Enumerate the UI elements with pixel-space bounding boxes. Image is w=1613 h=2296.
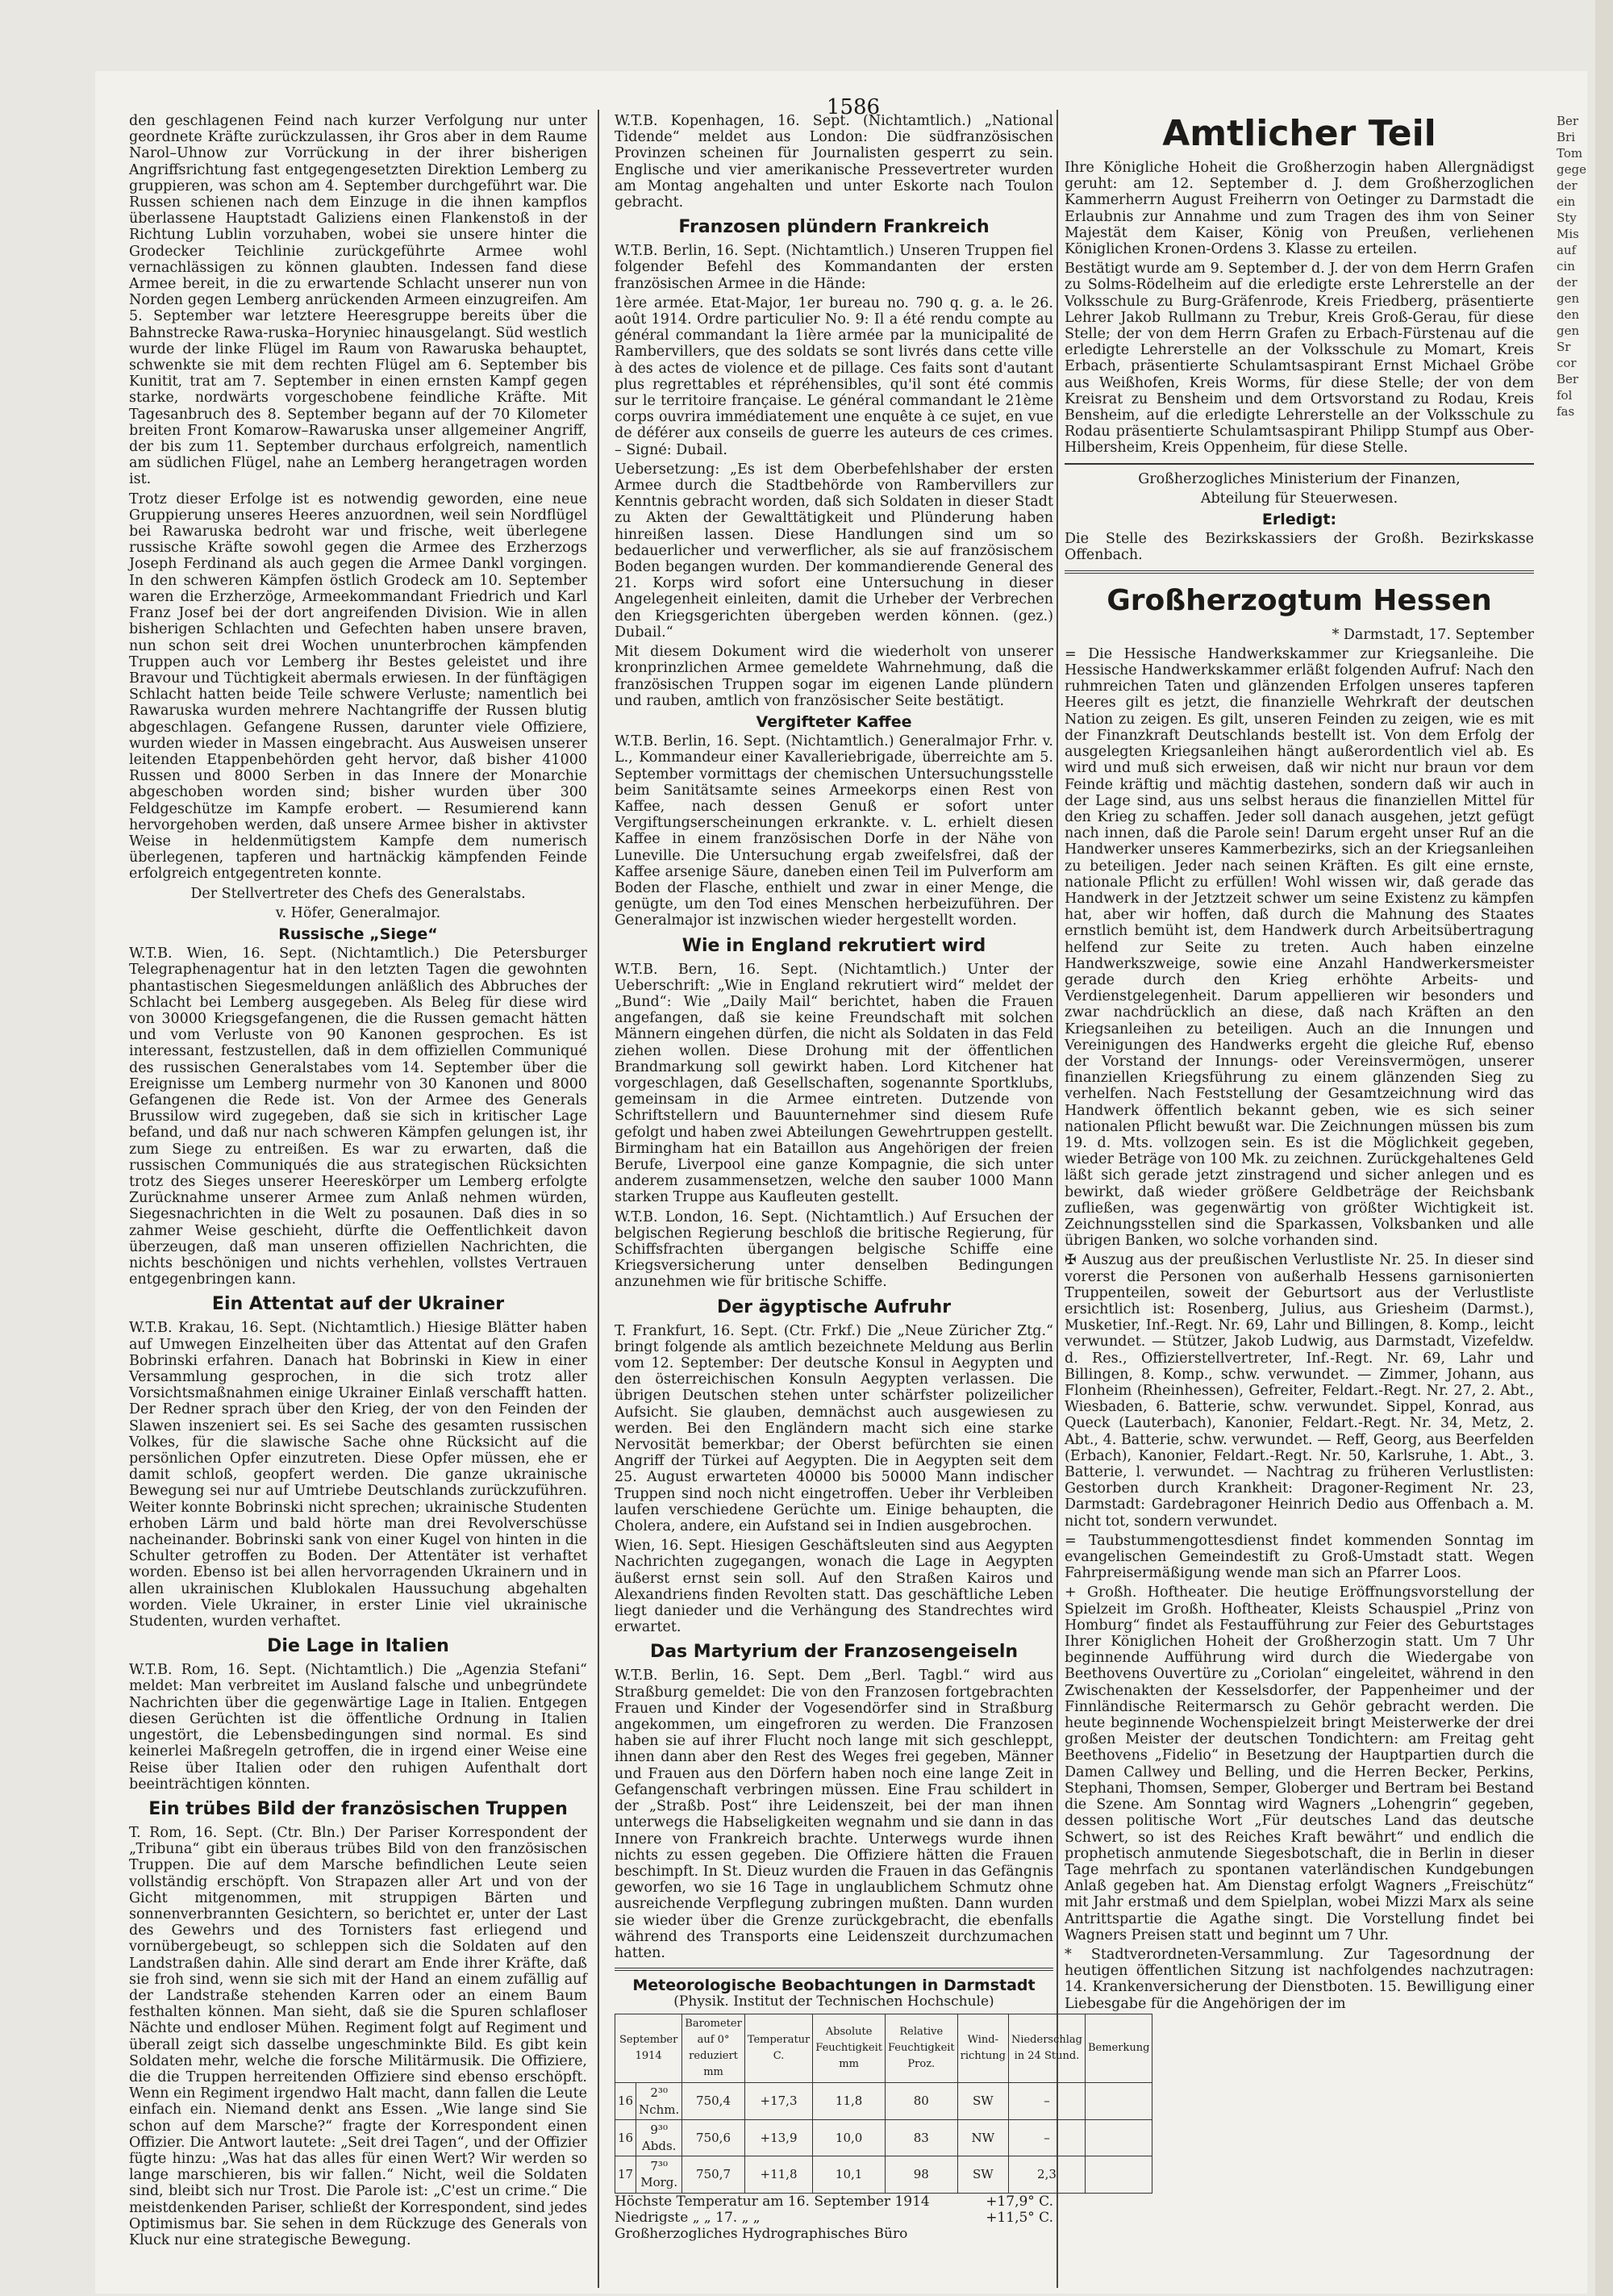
dateline: * Darmstadt, 17. September bbox=[1332, 626, 1534, 643]
table-row bbox=[615, 2156, 1152, 2193]
table-cell: 16 bbox=[615, 2083, 636, 2119]
article-paragraph: Uebersetzung: „Es ist dem Oberbefehlshaber der ersten Armee durch die Stadtbehörde von Rambervillers zur Kenntnis gebracht worden, daß sich Soldaten in dieser Stadt zu Akten der Gewalttätigkeit und Plünderung haben hinreißen lassen. Diese Handlungen sind um so bedauerlicher und verwerflicher, als sie auf französischem Boden begangen wurden. Der kommandierende General des 21. Korps wird sofort eine Untersuchung in dieser Angelegenheit einleiten, damit die Urheber der Verbrechen den Kriegsgerichten übergeben werden können. (gez.) Dubail.“ bbox=[615, 461, 1053, 641]
separator bbox=[1065, 463, 1534, 465]
separator bbox=[1065, 570, 1534, 574]
table-cell: SW bbox=[957, 2083, 1008, 2119]
article-heading: Erledigt: bbox=[1261, 511, 1337, 529]
table-row bbox=[615, 2083, 1152, 2119]
table-header: Niederschlag in 24 Stund. bbox=[1008, 2014, 1085, 2083]
article-paragraph: T. Frankfurt, 16. Sept. (Ctr. Frkf.) Die „Neue Züricher Ztg.“ bringt folgende als amtlich bezeichnete Meldung aus Berlin vom 12. September: Der deutsche Konsul in Aegypten und den österreichischen Konsuln Aegypten verlassen. Die übrigen Deutschen stehen unter schärfster polizeilicher Aufsicht. Sie glauben, demnächst auch ausgewiesen zu werden. Bei den Engländern macht sich eine starke Nervosität bemerkbar; der Oberst befürchten sie einen Angriff der Türkei auf Aegypten. Die in Aegypten seit dem 25. August erwarteten 40000 bis 50000 Mann indischer Truppen sind noch nicht eingetroffen. Ueber ihr Verbleiben laufen verschiedene Gerüchte um. Einige behaupten, die Cholera, andere, ein Aufstand sei in Indien ausgebrochen. bbox=[615, 1322, 1053, 1535]
article-paragraph: = Die Hessische Handwerkskammer zur Kriegsanleihe. Die Hessische Handwerkskammer erläßt folgenden Aufruf: Nach den ruhmreichen Taten und glänzenden Erfolgen unseres tapferen Heeres gilt es jetzt, die finanzielle Wehrkraft der deutschen Nation zu zeigen. Es gilt, unseren Feinden zu zeigen, wie es mit der Finanzkraft Deutschlands bestellt ist. Von dem Erfolg der ausgelegten Kriegsanleihen hängt außerordentlich viel ab. Es wird und muß sich erweisen, daß wir nicht nur braun vor dem Feinde kräftig und mächtig dastehen, sondern daß wir auch in der Lage sind, aus uns selbst heraus die finanziellen Mittel für den Krieg zu schaffen. Jeder soll danach ausgehen, jetzt gefügt nach innen, daß die Parole sein! Darum ergeht unser Ruf an die Handwerker unseres Kammerbezirks, sich an der Kriegsanleihen zu beteiligen. Jeder nach seinen Kräften. Es gilt eine ernste, nationale Pflicht zu erfüllen! Wohl wissen wir, daß gerade das Handwerk in der Jetztzeit schwer um seine Existenz zu kämpfen hat, aber wir hoffen, daß durch die Mahnung des Staates ernstlich bemüht ist, dem Handwerk durch Arbeitsübertragung helfend zur Seite zu treten. Auch haben einzelne Handwerkszweige, sowie eine Anzahl Handwerkersmeister gerade durch den Krieg erhöhte Arbeits- und Verdienstgelegenheit. Darum appellieren wir besonders und zwar nachdrücklich an diese, daß nach Kräften an den Kriegsanleihen zu beteiligen. Auch an die Innungen und Vereinigungen des Handwerks ergeht die gleiche Ruf, ebenso der Vorstand der Innungs- oder Vereinsvermögen, unserer finanziellen Kriegsführung zu einem glänzenden Sieg zu verhelfen. Nach Feststellung der Gesamtzeichnung wird das Handwerk öffentlich bekannt geben, wie es sich seiner nationalen Pflicht bewußt war. Die Zeichnungen müssen bis zum 19. d. Mts. vollzogen sein. Es ist die Möglichkeit gegeben, wieder Beträge von 100 Mk. zu zeichnen. Zurückgehaltenes Geld läßt sich gerade jetzt zinstragend und sicher anlegen und es bewirkt, daß wieder größere Geldbeträge der Reichsbank zufließen, was gegenwärtig von größter Wichtigkeit ist. Zeichnungsstellen sind die Sparkassen, Volksbanken und alle übrigen Banken, wo solche vorhanden sind. bbox=[1065, 645, 1534, 1250]
article-paragraph: ✠ Auszug aus der preußischen Verlustliste Nr. 25. In dieser sind vorerst die Personen von außerhalb Hessens garnisonierten Truppenteilen, soweit der Geburtsort aus der Verlustliste ersichtlich ist: Rosenberg, Julius, aus Griesheim (Darmst.), Musketier, Inf.-Regt. Nr. 69, Lahr und Billingen, 8. Komp., leicht verwundet. — Stützer, Jakob Ludwig, aus Darmstadt, Vizefeldw. d. Res., Offizierstellvertreter, Inf.-Regt. Nr. 69, Lahr und Billingen, 8. Komp., schw. verwundet. — Zimmer, Johann, aus Flonheim (Rheinhessen), Gefreiter, Feldart.-Regt. Nr. 27, 2. Abt., Wiesbaden, 6. Batterie, schw. verwundet. Sippel, Konrad, aus Queck (Lauterbach), Kanonier, Feldart.-Regt. Nr. 34, Metz, 2. Abt., 4. Batterie, schw. verwundet. — Reff, Georg, aus Beerfelden (Erbach), Kanonier, Feldart.-Regt. Nr. 50, Karlsruhe, 1. Abt., 3. Batterie, l. verwundet. — Nachtrag zu früheren Verlustlisten: Gestorben durch Krankheit: Dragoner-Regiment Nr. 23, Darmstadt: Gardebragoner Heinrich Dedio aus Offenbach a. M. nicht tot, sondern verwundet. bbox=[1065, 1252, 1534, 1530]
article-heading: Der ägyptische Aufruhr bbox=[716, 1296, 952, 1317]
article-paragraph: W.T.B. Berlin, 16. Sept. (Nichtamtlich.) Generalmajor Frhr. v. L., Kommandeur einer Kavalleriebrigade, überreichte am 5. September vormittags der chemischen Untersuchungsstelle beim Sanitätsamte seines Armeekorps einen Rest von Kaffee, nach dessen Genuß er sofort unter Vergiftungserscheinungen erkrankte. v. L. erhielt diesen Kaffee in einem französischen Dorfe in der Nähe von Luneville. Die Untersuchung ergab zweifelsfrei, daß der Kaffee arsenige Säure, daneben einen Teil im Pulverform am Boden der Flasche, enthielt und zwar in einer Menge, die genügte, um den Tod eines Menschen herbeizuführen. Der Generalmajor ist inzwischen wieder hergestellt worden. bbox=[615, 733, 1053, 929]
table-cell: 16 bbox=[615, 2119, 636, 2156]
table-header: Barometer auf 0° reduziert mm bbox=[682, 2014, 745, 2083]
article-paragraph: Bestätigt wurde am 9. September d. J. der von dem Herrn Grafen zu Solms-Rödelheim auf die erledigte erste Lehrerstelle an der Volksschule zu Burg-Gräfenrode, Kreis Friedberg, präsentierte Lehrer Jakob Rullmann zu Trebur, Kreis Groß-Gerau, für diese Stelle; der von dem Herrn Grafen zu Erbach-Fürstenau auf die erledigte Lehrerstelle an der Volksschule zu Momart, Kreis Erbach, präsentierte Schulamtsaspirant Ernst Michael Gröbe aus Weißhofen, Kreis Worms, für diese Stelle; der von dem Kreisrat zu Bensheim und dem Ortsvorstand zu Rodau, Kreis Bensheim, auf die erledigte Lehrerstelle an der Volksschule zu Rodau präsentierte Schulamtsaspirant Philipp Stumpf aus Ober-Hilbersheim, Kreis Oppenheim, für diese Stelle. bbox=[1065, 261, 1534, 457]
weather-title: Meteorologische Beobachtungen in Darmstadt bbox=[632, 1977, 1036, 1995]
article-heading: Ein trübes Bild der französischen Truppen bbox=[148, 1798, 568, 1819]
table-cell: 9³⁰ Abds. bbox=[636, 2119, 682, 2156]
table-cell: 750,7 bbox=[682, 2156, 745, 2193]
signature-line: Der Stellvertreter des Chefs des Generalstabs. bbox=[190, 885, 526, 902]
article-paragraph: + Großh. Hoftheater. Die heutige Eröffnungsvorstellung der Spielzeit im Großh. Hoftheater, Kleists Schauspiel „Prinz von Homburg“ findet als Festaufführung zur Feier des Geburtstages Ihrer Königlichen Hoheit der Großherzogin statt. Um 7 Uhr beginnende Aufführung wird durch die Wiedergabe von Beethovens Ouvertüre zu „Coriolan“ eingeleitet, während in den Zwischenakten der Kesselsdorfer, der Pappenheimer und der Finnländische Reitermarsch zu Gehör gebracht werden. Die heute beginnende Wochenspielzeit bringt Meisterwerke der drei großen Meister der deutschen Tondichtern: am Freitag geht Beethovens „Fidelio“ in Besetzung der Hauptpartien durch die Damen Callwey und Belling, und die Herren Becker, Perkins, Stephani, Thomsen, Semper, Globerger und Bertram bei Bestand die Szene. Am Sonntag wird Wagners „Lohengrin“ gegeben, dessen politische Wort „Für deutsches Land das deutsche Schwert, so ist des Reiches Kraft bewährt“ und endlich die prophetisch anmutende Siegesbotschaft, die in Berlin in dieser Tage mehrfach zu spontanen vaterländischen Kundgebungen Anlaß gegeben hat. Am Dienstag erfolgt Wagners „Freischütz“ mit Jahr erstmaß und dem Spielplan, wobei Mizzi Marx als seine Antrittspartie die Agathe singt. Die Vorstellung findet bei Wagners Preisen statt und beginnt um 7 Uhr. bbox=[1065, 1584, 1534, 1943]
article-paragraph-french: 1ère armée. Etat-Major, 1er bureau no. 790 q. g. a. le 26. août 1914. Ordre particulier No. 9: Il a été rendu compte au général commandant la 1ière armée par la municipalité de Rambervillers, que des soldats se sont livrés dans cette ville à des actes de violence et de pillage. Ces faits sont d'autant plus regrettables et répréhensibles, qu'il sont été commis sur le territoire française. Le général commandant le 21ème corps ouvrira immédiatement une enquête à ce sujet, en vue de déférer aux conseils de guerre les auteurs de ces crimes. – Signé: Dubail. bbox=[615, 294, 1053, 458]
article-heading: Wie in England rekrutiert wird bbox=[681, 935, 986, 956]
article-paragraph: Mit diesem Dokument wird die wiederholt von unserer kronprinzlichen Armee gemeldete Wahrnehmung, daß die französischen Truppen sogar im eigenen Lande plündern und rauben, amtlich von französischer Seite bestätigt. bbox=[615, 644, 1053, 709]
weather-subtitle: (Physik. Institut der Technischen Hochschule) bbox=[673, 1993, 994, 2010]
max-temp-value: +17,9° C. bbox=[986, 2193, 1053, 2210]
min-temp-label: Niedrigste „ „ 17. „ „ bbox=[615, 2209, 761, 2226]
article-paragraph: Ihre Königliche Hoheit die Großherzogin haben Allergnädigst geruht: am 12. September d. J. dem Großherzoglichen Kammerherrn August Freiherrn von Oetinger zu Darmstadt die Erlaubnis zur Annahme und zum Tragen des ihm von Seiner Majestät dem Kaiser, König von Preußen, verliehenen Königlichen Kronen-Ordens 3. Klasse zu erteilen. bbox=[1065, 160, 1534, 258]
table-cell: 750,6 bbox=[682, 2119, 745, 2156]
weather-table bbox=[615, 2014, 1152, 2194]
article-paragraph: T. Rom, 16. Sept. (Ctr. Bln.) Der Pariser Korrespondent der „Tribuna“ gibt ein überaus trübes Bild von den französischen Truppen. Die auf dem Marsche befindlichen Leute seien vollständig erschöpft. Von Strapazen aller Art und von der Gicht mitgenommen, mit struppigen Bärten und sonnenverbrannten Gesichtern, so berichtet er, unter der Last des Gewehrs und des Tornisters fast erliegend und vornübergebeugt, so schleppen sich die Soldaten auf den Landstraßen dahin. Alle sind derart am Ende ihrer Kräfte, daß sie froh sind, wenn sie sich mit der Hand an einem zufällig auf der Landstraße stehenden Karren oder an einem Baum festhalten können. Man sieht, daß sie die Spuren schlafloser Nächte und endloser Mühen. Regiment folgt auf Regiment und überall zeigt sich dasselbe ungeschminkte Bild. Es gibt kein Soldaten mehr, welche die forsche Militärmusik. Die Offiziere, die die Truppen herreitenden Offiziere sind ebenso erschöpft. Wenn ein Regiment irgendwo Halt macht, dann fallen die Leute einfach ein. Niemand denkt ans Essen. „Wie lange sind Sie schon auf dem Marsche?“ fragte der Korrespondent einen Offizier. Die Antwort lautete: „Seit drei Tagen“, und der Offizier fügte hinzu: „Was hat das alles für einen Wert? Wir werden so lange marschieren, bis wir fallen.“ Nicht, weil die Soldaten sind, bleibt sich nur Trost. Die Parole ist: „C'est un crime.“ Die meistdenkenden Pariser, schließt der Korrespondent, sind jedes Optimismus bar. Sie sehen in dem Rückzuge des Generals von Kluck nur eine strategische Bewegung. bbox=[129, 1824, 587, 2248]
article-paragraph: = Taubstummengottesdienst findet kommenden Sonntag im evangelischen Gemeindestift zu Groß-Umstadt statt. Wegen Fahrpreisermäßigung wende man sich an Pfarrer Loos. bbox=[1065, 1532, 1534, 1582]
article-heading: Die Lage in Italien bbox=[267, 1636, 449, 1657]
table-header: Wind-richtung bbox=[957, 2014, 1008, 2083]
table-cell: 83 bbox=[885, 2119, 957, 2156]
article-paragraph: W.T.B. Wien, 16. Sept. (Nichtamtlich.) Die Petersburger Telegraphenagentur hat in den letzten Tagen die gewohnten phantastischen Siegesmeldungen anläßlich des Abbruches der Schlacht bei Lemberg ausgegeben. Als Beleg für diese wird von 30000 Kriegsgefangenen, die die Russen gemacht hätten und vom Verluste von 90 Kanonen gesprochen. Es ist interessant, festzustellen, daß in dem offiziellen Communiqué des russischen Generalstabes vom 14. September über die Ereignisse um Lemberg nurmehr von 30 Kanonen und 8000 Gefangenen die Rede ist. Von der Armee des Generals Brussilow wird zugegeben, daß sie sich in kritischer Lage befand, und daß nur nach schweren Kämpfen gelungen ist, ihr zum Siege zu entreißen. Es war zu erwarten, daß die russischen Communiqués die aus strategischen Rücksichten trotz des Sieges unserer Heereskörper um Lemberg erfolgte Zurücknahme unserer Armee zum Anlaß nehmen würden, Siegesnachrichten in die Welt zu posaunen. Daß dies in so zahmer Weise geschieht, dürfte die Oeffentlichkeit davon überzeugen, daß man unseren offiziellen Nachrichten, die nichts beschönigen und nichts verhehlen, vollstes Vertrauen entgegenbringen kann. bbox=[129, 946, 587, 1288]
table-header: September 1914 bbox=[615, 2014, 682, 2083]
table-cell: – bbox=[1008, 2083, 1085, 2119]
column-rule bbox=[598, 110, 599, 2288]
table-cell: 98 bbox=[885, 2156, 957, 2193]
column-rule bbox=[1057, 110, 1058, 2288]
article-paragraph: W.T.B. Krakau, 16. Sept. (Nichtamtlich.) Hiesige Blätter haben auf Umwegen Einzelheiten über das Attentat auf den Grafen Bobrinski erfahren. Danach hat Bobrinski in Kiew in einer Versammlung gesprochen, in die sich trotz aller Vorsichtsmaßnahmen einige Ukrainer Einlaß verschafft hatten. Der Redner sprach über den Krieg, der von den Feinden der Slawen inszeniert sei. Es sei Sache des gesamten russischen Volkes, für die slawische Sache ohne Rücksicht auf die persönlichen Opfer einzutreten. Diese Opfer müssen, ehe er damit schloß, geopfert werden. Die ganze ukrainische Bewegung sei nur auf Umtriebe Deutschlands zurückzuführen. Weiter konnte Bobrinski nicht sprechen; ukrainische Studenten erhoben Lärm und bald hörte man drei Revolverschüsse nacheinander. Bobrinski sank von einer Kugel von hinten in die Schulter getroffen zu Boden. Der Attentäter ist verhaftet worden. Ebenso ist bei allen hervorragenden Ukrainern und in allen ukrainischen Klublokalen Haussuchung abgehalten worden. Viele Ukrainer, in erster Linie viel ukrainische Studenten, wurden verhaftet. bbox=[129, 1320, 587, 1630]
article-paragraph: W.T.B. Bern, 16. Sept. (Nichtamtlich.) Unter der Ueberschrift: „Wie in England rekrutiert wird“ meldet der „Bund“: Wie „Daily Mail“ berichtet, haben die Frauen angefangen, daß sie keine Freundschaft mit solchen Männern eingehen dürfen, die nicht als Soldaten in das Feld ziehen wollen. Diese Drohung mit der öffentlichen Brandmarkung soll gewirkt haben. Lord Kitchener hat vorgeschlagen, daß Gesellschaften, sogenannte Sportklubs, gemeinsam in die Armee eintreten. Dutzende von Schriftstellern und Bauunternehmer sind diesem Rufe gefolgt und haben zwei Abteilungen Gewehrtruppen gestellt. Birmingham hat ein Bataillon aus Angehörigen der freien Berufe, Liverpool eine ganze Kompagnie, die sich unter anderem zusammensetzen, welche den sauber 1000 Mann starken Truppe aus Kaufleuten gestellt. bbox=[615, 961, 1053, 1206]
article-heading: Ein Attentat auf der Ukrainer bbox=[211, 1294, 505, 1315]
weather-table-block bbox=[615, 1977, 1150, 2242]
article-paragraph: Wien, 16. Sept. Hiesigen Geschäftsleuten sind aus Aegypten Nachrichten zugegangen, wonach die Lage in Aegypten äußerst ernst sein soll. Auf den Straßen Kairos und Alexandriens finden Revolten statt. Das geschäftliche Leben liegt danieder und die Verhängung des Standrechtes wird erwartet. bbox=[615, 1538, 1053, 1636]
table-cell: 11,8 bbox=[813, 2083, 886, 2119]
table-cell: 10,0 bbox=[813, 2119, 886, 2156]
weather-office: Großherzogliches Hydrographisches Büro bbox=[615, 2225, 908, 2242]
article-paragraph: den geschlagenen Feind nach kurzer Verfolgung nur unter geordnete Kräfte zurückzulassen, ihr Gros aber in dem Raume Narol–Uhnow zur Vorrückung in der ihrer bisherigen Angriffsrichtung fast entgegengesetzten Direktion Lemberg zu gruppieren, was schon am 4. September durchgeführt war. Die Russen schienen nach dem Einzuge in die ihnen kampflos überlassene Hauptstadt Galiziens einen Flankenstoß in der Richtung Lublin vorzuhaben, wobei sie unsere hinter die Grodecker Teichlinie zurückgeführte Armee wohl vernachlässigen zu können glaubten. Indessen fand diese Armee bereit, in die zu erwartende Schlacht unserer nun von Norden gegen Lemberg anrückenden Armeen einzugreifen. Am 5. September war letztere Heeresgruppe bereits über die Bahnstrecke Rawa-ruska–Horyniec hinausgelangt. Süd westlich wurde der linke Flügel im Raum von Rawaruska behauptet, schwenkte sie mit dem rechten Flügel am 6. September bis Kunitit, trat am 7. September in einen ernsten Kampf gegen starke, nordwärts vorgeschobene feindliche Kräfte. Mit Tagesanbruch des 8. September begann auf der 70 Kilometer breiten Front Komarow–Rawaruska unser allgemeiner Angriff, der bis zum 11. September durchaus erfolgreich, namentlich am südlichen Flügel, nahe an Lemberg herangetragen worden ist. bbox=[129, 113, 587, 488]
separator bbox=[615, 1968, 1053, 1971]
table-row bbox=[615, 2119, 1152, 2156]
table-header: Temperatur C. bbox=[744, 2014, 812, 2083]
ministry-line: Abteilung für Steuerwesen. bbox=[1200, 490, 1398, 507]
section-title: Amtlicher Teil bbox=[1162, 113, 1436, 154]
table-cell bbox=[1085, 2156, 1152, 2193]
signature-line: v. Höfer, Generalmajor. bbox=[275, 904, 441, 921]
article-paragraph: * Stadtverordneten-Versammlung. Zur Tagesordnung der heutigen öffentlichen Sitzung ist nachfolgendes nachzutragen: 14. Krankenversicherung der Dienstboten. 15. Bewilligung einer Liebesgabe für die Angehörigen der im bbox=[1065, 1946, 1534, 2012]
column-1 bbox=[129, 113, 587, 2252]
table-header: Absolute Feuchtigkeit mm bbox=[813, 2014, 886, 2083]
article-paragraph: W.T.B. Kopenhagen, 16. Sept. (Nichtamtlich.) „National Tidende“ meldet aus London: Die südfranzösischen Provinzen scheinen für Journalisten gesperrt zu sein. Englische und vier amerikanische Pressevertreter wurden am Montag angehalten und unter Eskorte nach Toulon gebracht. bbox=[615, 113, 1053, 211]
article-heading: Russische „Siege“ bbox=[278, 925, 438, 943]
table-cell: +17,3 bbox=[744, 2083, 812, 2119]
article-heading: Das Martyrium der Franzosengeiseln bbox=[649, 1642, 1019, 1663]
article-heading: Vergifteter Kaffee bbox=[756, 712, 912, 731]
table-cell: 80 bbox=[885, 2083, 957, 2119]
column-3 bbox=[1065, 113, 1534, 2015]
table-cell: 17 bbox=[615, 2156, 636, 2193]
article-paragraph: W.T.B. Berlin, 16. Sept. Dem „Berl. Tagbl.“ wird aus Straßburg gemeldet: Die von den Franzosen fortgebrachten Frauen und Kinder der Vogesendörfer sind in Straßburg angekommen, um eingefroren zu werden. Die Franzosen haben sie auf ihrer Flucht noch lange mit sich geschleppt, ihnen dann aber den Rest des Weges frei gegeben, Männer und Frauen aus den Dörfern haben noch eine lange Zeit in Gefangenschaft verbringen müssen. Eine Frau schildert in der „Straßb. Post“ ihre Leidenszeit, bei der man ihnen unterwegs die Habseligkeiten wegnahm und sie dann in das Innere von Frankreich brachte. Unterwegs wurde ihnen nichts zu essen gegeben. Die Offiziere hätten die Frauen beschimpft. In St. Dieuz wurden die Frauen in das Gefängnis geworfen, wo sie 16 Tage in unglaublichem Schmutz ohne ausreichende Verpflegung zubringen mußten. Dann wurden sie wieder über die Grenze zurückgebracht, die ebenfalls während des Transports eine Leidenszeit durchzumachen hatten. bbox=[615, 1668, 1053, 1961]
table-header: Bemerkung bbox=[1085, 2014, 1152, 2083]
article-paragraph: W.T.B. London, 16. Sept. (Nichtamtlich.) Auf Ersuchen der belgischen Regierung beschloß die britische Regierung, für Schiffsfrachten übergangen belgische Schiffe eine Kriegsversicherung unter denselben Bedingungen anzunehmen wie für britische Schiffe. bbox=[615, 1209, 1053, 1291]
table-cell bbox=[1085, 2083, 1152, 2119]
table-cell: 10,1 bbox=[813, 2156, 886, 2193]
table-cell bbox=[1085, 2119, 1152, 2156]
article-paragraph: W.T.B. Rom, 16. Sept. (Nichtamtlich.) Die „Agenzia Stefani“ meldet: Man verbreitet im Ausland falsche und unbegründete Nachrichten über die gegenwärtige Lage in Italien. Entgegen diesen Gerüchten ist die öffentliche Ordnung in Italien ungestört, die Lebensbedingungen sind normal. Es sind keinerlei Maßregeln getroffen, die in irgend einer Weise eine Reise über Italien oder den ruhigen Aufenthalt dort beeinträchtigen könnten. bbox=[129, 1662, 587, 1793]
max-temp-label: Höchste Temperatur am 16. September 1914 bbox=[615, 2193, 930, 2210]
article-paragraph: W.T.B. Berlin, 16. Sept. (Nichtamtlich.) Unseren Truppen fiel folgender Befehl des Kommandanten der ersten französischen Armee in die Hände: bbox=[615, 243, 1053, 292]
table-cell: 7³⁰ Morg. bbox=[636, 2156, 682, 2193]
article-heading: Franzosen plündern Frankreich bbox=[678, 217, 990, 238]
table-cell: 2,3 bbox=[1008, 2156, 1085, 2193]
section-title: Großherzogtum Hessen bbox=[1107, 583, 1492, 617]
column-2 bbox=[615, 113, 1150, 2242]
table-cell: 750,4 bbox=[682, 2083, 745, 2119]
ministry-line: Großherzogliches Ministerium der Finanzen, bbox=[1138, 470, 1461, 487]
table-cell: – bbox=[1008, 2119, 1085, 2156]
article-paragraph: Trotz dieser Erfolge ist es notwendig geworden, eine neue Gruppierung unseres Heeres anzuordnen, weil sein Nordflügel bei Rawaruska bedroht war und frische, weit überlegene russische Kräfte sowohl gegen die Armee des Erzherzogs Joseph Ferdinand als auch gegen die Armee Dankl vorgingen. In den schweren Kämpfen östlich Grodeck am 10. September waren die Erzherzöge, Armeekommandant Friedrich und Karl Franz Josef bei der dort angreifenden Division. Wie in allen bisherigen Schlachten und Gefechten haben unsere braven, nun schon seit drei Wochen ununterbrochen kämpfenden Truppen auch vor Lemberg ihr Bestes geleistet und ihre Bravour und Tüchtigkeit abermals erwiesen. In der fünftägigen Schlacht hatten beide Teile schwere Verluste; namentlich bei Rawaruska wurden mehrere Nachtangriffe der Russen blutig abgeschlagen. Gefangene Russen, darunter viele Offiziere, wurden wieder in Massen eingebracht. Aus Ausweisen unserer leitenden Etappenbehörden geht hervor, daß bisher 41000 Russen und 8000 Serben in das Innere der Monarchie abgeschoben worden sind; bisher wurden über 300 Feldgeschütze im Kampfe erobert. — Resumierend kann hervorgehoben werden, daß unsere Armee bisher in aktivster Weise in heldenmütigstem Kampfe dem numerisch überlegenen, tapferen und hartnäckig kämpfenden Feinde erfolgreich entgegentreten konnte. bbox=[129, 491, 587, 883]
min-temp-value: +11,5° C. bbox=[986, 2209, 1053, 2226]
table-cell: +11,8 bbox=[744, 2156, 812, 2193]
table-cell: SW bbox=[957, 2156, 1008, 2193]
article-paragraph: Die Stelle des Bezirkskassiers der Großh. Bezirkskasse Offenbach. bbox=[1065, 531, 1534, 564]
table-cell: +13,9 bbox=[744, 2119, 812, 2156]
table-cell: NW bbox=[957, 2119, 1008, 2156]
page-number: 1586 bbox=[826, 95, 881, 119]
binding-gutter bbox=[1595, 0, 1613, 2296]
table-header: Relative Feuchtigkeit Proz. bbox=[885, 2014, 957, 2083]
weather-footer bbox=[615, 2194, 1053, 2243]
table-cell: 2³⁰ Nchm. bbox=[636, 2083, 682, 2119]
adjacent-page-edge: Ber Bri Tom gege der ein Sty Mis auf cin der gen den gen Sr cor Ber fol fas bbox=[1557, 114, 1586, 419]
